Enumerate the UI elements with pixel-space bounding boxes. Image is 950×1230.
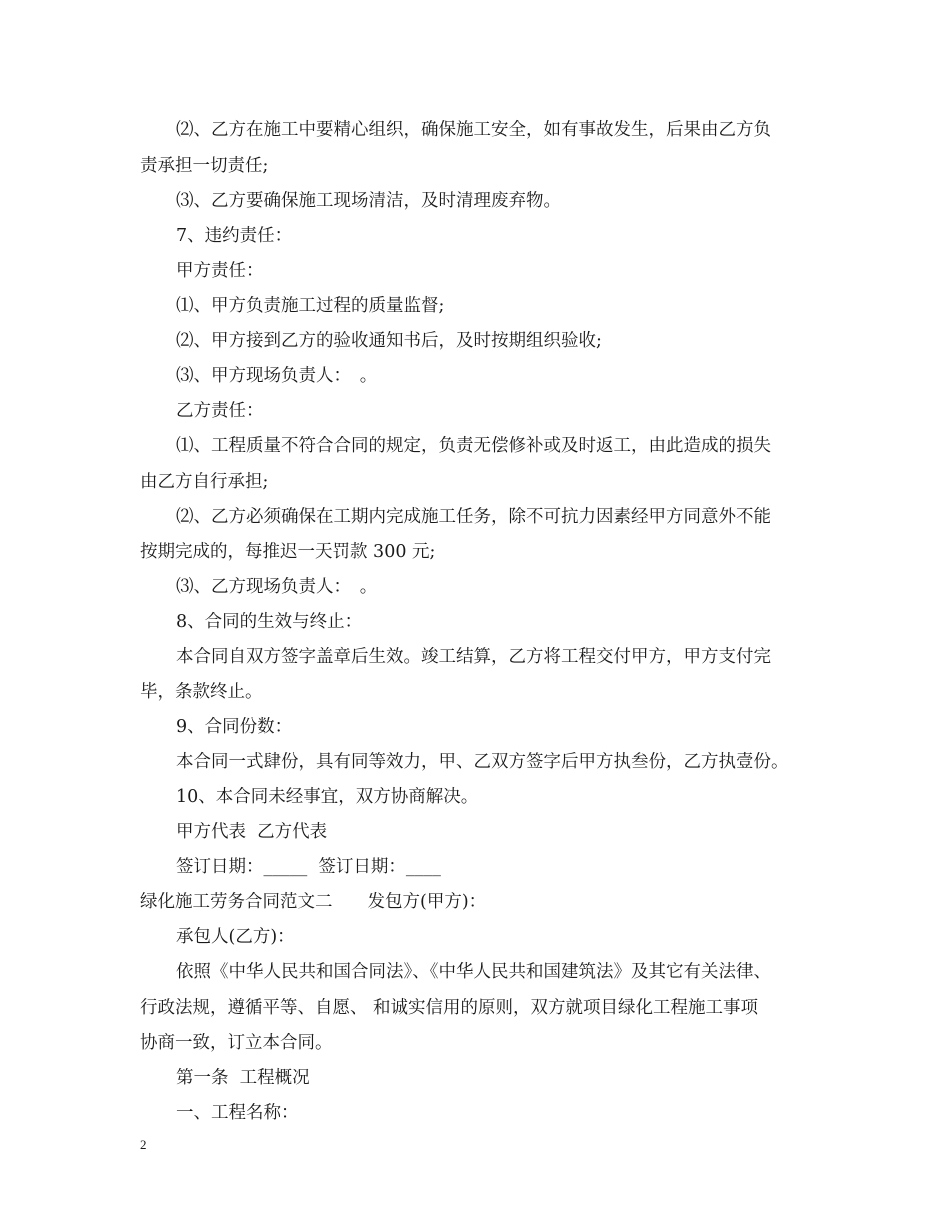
paragraph-line: 责承担一切责任; bbox=[140, 156, 269, 176]
article-heading: 第一条 工程概况 bbox=[176, 1068, 310, 1088]
subsection-heading: 乙方责任： bbox=[176, 401, 264, 421]
subsection-heading: 甲方责任： bbox=[176, 261, 264, 281]
paragraph-line: 10、本合同未经事宜，双方协商解决。 bbox=[176, 787, 479, 807]
document-title-line: 绿化施工劳务合同范文二 发包方(甲方)： bbox=[140, 892, 487, 912]
paragraph-line: 按期完成的，每推迟一天罚款 300 元; bbox=[140, 542, 436, 562]
paragraph-line: 承包人(乙方)： bbox=[176, 927, 295, 947]
paragraph-line: 行政法规，遵循平等、自愿、 和诚实信用的原则，双方就项目绿化工程施工事项 bbox=[140, 998, 759, 1018]
paragraph-line: ⑵、乙方在施工中要精心组织，确保施工安全，如有事故发生，后果由乙方负 bbox=[176, 120, 771, 140]
signature-labels: 甲方代表 乙方代表 bbox=[176, 822, 328, 842]
paragraph-line: 本合同一式肆份，具有同等效力，甲、乙双方签字后甲方执叁份，乙方执壹份。 bbox=[176, 752, 789, 772]
paragraph-line: ⑶、乙方现场负责人： 。 bbox=[176, 577, 378, 597]
page-number: 2 bbox=[140, 1137, 147, 1152]
paragraph-line: ⑴、工程质量不符合合同的规定，负责无偿修补或及时返工，由此造成的损失 bbox=[176, 436, 771, 456]
section-heading: 7、违约责任： bbox=[176, 226, 293, 246]
paragraph-line: 本合同自双方签字盖章后生效。竣工结算，乙方将工程交付甲方，甲方支付完 bbox=[176, 647, 771, 667]
paragraph-line: 毕，条款终止。 bbox=[140, 682, 263, 702]
section-heading: 9、合同份数： bbox=[176, 717, 293, 737]
paragraph-line: ⑶、甲方现场负责人： 。 bbox=[176, 366, 378, 386]
paragraph-line: ⑴、甲方负责施工过程的质量监督; bbox=[176, 296, 445, 316]
paragraph-line: ⑵、乙方必须确保在工期内完成施工任务，除不可抗力因素经甲方同意外不能 bbox=[176, 507, 771, 527]
paragraph-line: 协商一致，订立本合同。 bbox=[140, 1033, 333, 1053]
paragraph-line: 依照《中华人民共和国合同法》、《中华人民共和国建筑法》及其它有关法律、 bbox=[176, 962, 771, 982]
signature-dates: 签订日期：_____ 签订日期：____ bbox=[176, 857, 441, 877]
paragraph-line: 一、工程名称： bbox=[176, 1103, 299, 1123]
section-heading: 8、合同的生效与终止： bbox=[176, 612, 363, 632]
paragraph-line: ⑶、乙方要确保施工现场清洁，及时清理废弃物。 bbox=[176, 191, 561, 211]
paragraph-line: 由乙方自行承担; bbox=[140, 472, 269, 492]
paragraph-line: ⑵、甲方接到乙方的验收通知书后，及时按期组织验收; bbox=[176, 331, 602, 351]
